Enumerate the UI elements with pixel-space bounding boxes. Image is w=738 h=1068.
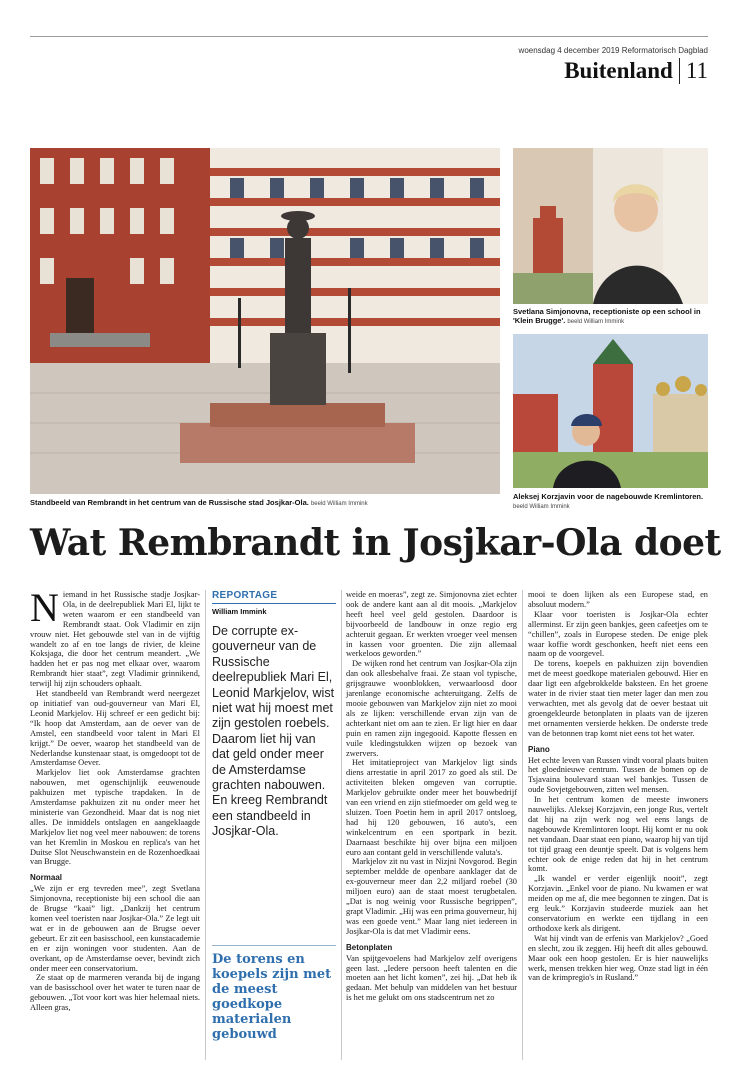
paragraph: Ze staat op de marmeren veranda bij de ingang van de basisschool over het water te turen naar de gebouwen. „Tot voor kort was hier helemaal niets. Alleen gras, <box>30 973 200 1013</box>
column-rule <box>522 590 523 1060</box>
pullquote: De torens en koepels zijn met de meest goedkope materialen gebouwd <box>212 952 332 1042</box>
reportage-rule <box>212 603 336 604</box>
opening-paragraph <box>30 585 200 689</box>
article-column-4 <box>528 590 708 983</box>
column-rule <box>341 590 342 1060</box>
paragraph: Het imitatieproject van Markjelov ligt sinds diens arrestatie in april 2017 zo goed als stil. De activiteiten bleken omgeven van corruptie. Markjelov gebruikte onder meer het bouwbedrijf van een vriend en zijn stiefmoeder om geld weg te sluizen. Toen Poetin hem in april 2017 ontsloeg, had hij 120 gebouwen, 16 auto's, een winkelcentrum en een sportpark in bezit. Daarnaast beschikte hij over bijna een miljoen euro aan contant geld in verschillende valuta's. <box>346 758 517 857</box>
paragraph: mooi te doen lijken als een Europese stad, en absoluut modern.” <box>528 590 708 609</box>
paragraph: „Ik wandel er verder eigenlijk nooit”, zegt Korzjavin. „Enkel voor de piano. Nu kwamen er wat meiden op me af, die mee begonnen te zingen. Dat is erg leuk.” Korzjavin studeerde muziek aan het conservatorium en werkte een tijdlang in een orthodoxe kerk als dirigent. <box>528 874 708 933</box>
subheading: Betonplaten <box>346 942 393 952</box>
page-number: 11 <box>685 58 708 83</box>
article-intro: De corrupte ex-gouverneur van de Russische deelrepubliek Mari El, Leonid Markjelov, wist niet wat hij moest met zijn gestolen roebels. Daarom liet hij van dat geld onder meer de Amsterdamse grachten nabouwen. En kreeg Rembrandt een standbeeld in Josjkar-Ola. <box>212 624 335 839</box>
svetlana-caption-text: Svetlana Simjonovna, receptioniste op een school in 'Klein Brugge'. <box>513 307 701 325</box>
opening-text: iemand in het Russische stadje Josjkar-Ola, in de deelrepubliek Mari El, lijkt te weten waarom er een standbeeld van Rembrandt staat. Ook Vladimir en zijn vrouw niet. Het gebouwde stel van in de vijftig wandelt zo af en toe langs de rivier, de kleine Koksjaga, die door het centrum meandert. „We hadden het er pas nog met elkaar over, waarom Rembrandt hier staat”, zegt Vladimir grinnikend, terwijl hij zijn schouders ophaalt. <box>30 590 200 689</box>
author-byline: William Immink <box>212 607 267 616</box>
paragraph: Markjelov liet ook Amsterdamse grachten nabouwen, met ogenschijnlijk eeuwenoude pakhuizen met typische trapdaken. In de Amsterdamse pakhuizen zit nu onder meer het ministerie van Gezondheid. Maar dat is nog niet alles. De inmiddels ontslagen en aangeklaagde Markjelov liet nog veel meer nabouwen: de torens van het Kremlin in Moskou en replica's van het Duitse Slot Neuschwanstein en de Rozenhoedkaai van Brugge. <box>30 768 200 867</box>
dateline: woensdag 4 december 2019 Reformatorisch Dagblad <box>518 46 708 55</box>
article-headline: Wat Rembrandt in Josjkar-Ola doet <box>30 522 721 564</box>
aleksej-image <box>513 334 708 488</box>
aleksej-caption-text: Aleksej Korzjavin voor de nagebouwde Kremlintoren. <box>513 492 704 501</box>
svetlana-caption-credit: beeld William Immink <box>567 319 625 325</box>
svetlana-image <box>513 148 708 304</box>
section-title: Buitenland <box>564 58 673 83</box>
column-rule <box>205 590 206 1060</box>
rembrandt-statue-image <box>30 148 500 494</box>
reportage-label: REPORTAGE <box>212 590 278 601</box>
main-caption-text: Standbeeld van Rembrandt in het centrum van de Russische stad Josjkar-Ola. <box>30 498 309 507</box>
reportage-intro-column <box>212 590 336 840</box>
paragraph: Wat hij vindt van de erfenis van Markjelov? „Goed en slecht, zou ik zeggen. Hij heeft dit alles gebouwd. Maar ook een hoop gestolen. Er is hier nauwelijks werk, mensen trekken hier weg. Onze stad ligt in één van de krimpregio's in Rusland.” <box>528 933 708 983</box>
main-caption-credit: beeld William Immink <box>310 501 368 507</box>
svetlana-caption <box>513 307 708 327</box>
paragraph: Het echte leven van Russen vindt vooral plaats buiten het gloednieuwe centrum. Tussen de bomen op de Tsjavaina boulevard staan wel bankjes. Tussen de oude Sovjetgebouwen, zitten wel mensen. <box>528 755 709 795</box>
paragraph: In het centrum komen de meeste inwoners nauwelijks. Aleksej Korzjavin, een jonge Rus, vertelt dat hij na zijn werk nog wel eens langs de nagebouwde Kremlintoren loopt. Hij komt er nu ook net vandaan. Daar staat een piano, waarop hij van tijd tot tijd graag een deuntje speelt. Dat is volgens hem echter ook de enige reden dat hij in het centrum komt. <box>528 795 708 874</box>
paragraph: Van spijtgevoelens had Markjelov zelf overigens geen last. „Iedere persoon heeft talenten en die moeten aan het licht komen”, zei hij. „Dat heb ik gedaan. Met behulp van middelen van het bestuur is het me gelukt om ons stadscentrum net zo <box>346 953 517 1003</box>
main-photo-caption <box>30 498 500 509</box>
pullquote-rule <box>212 945 336 946</box>
paragraph: De wijken rond het centrum van Josjkar-Ola zijn dan ook allesbehalve fraai. Ze staan vol typische, grijsgrauwe woonblokken, verwaarloosd door jarenlange economische achteruitgang. Zelfs de mooie gebouwen van Markjelov zijn niet zo mooi als ze lijken: verschillende ervan zijn van de achterkant niet om aan te zien. Er ligt hier en daar puin en ramen zijn ingegooid. Kapotte flessen en vuile kledingstukken wijzen op bezoek van zwervers. <box>346 659 517 758</box>
aleksej-caption-credit: beeld William Immink <box>513 504 570 510</box>
aleksej-caption <box>513 492 708 512</box>
paragraph: Klaar voor toeristen is Josjkar-Ola echter allerminst. Er zijn geen bankjes, geen cafeetjes om te “chillen”, zoals in Europese steden. De enige plek waar koffie wordt geschonken, heeft niet eens een naam op de voorgevel. <box>528 609 708 659</box>
paragraph: weide en moeras”, zegt ze. Simjonovna ziet echter ook de andere kant aan al dit moois. „Markjelov heeft heel veel geld gestolen. Daardoor is bijvoorbeeld de landbouw in onze regio erg achteruit gegaan. Er werkten vroeger veel mensen in kassen voor groenten. Die zijn allemaal werkeloos geworden.” <box>346 590 517 659</box>
drop-cap: N <box>30 585 59 630</box>
article-column-1 <box>30 585 200 1013</box>
paragraph: De torens, koepels en pakhuizen zijn bovendien met de meest goedkope materialen gebouwd. Hier en daar ligt een afgebrokkelde baksteen. En het groene water in de rivier staat tien meter lager dan men zou verwachten, met als gevolg dat de oever bestaat uit groengekleurde betonplaten in plaats van de ijzeren met ornamenten versierde hekken. De onderste trede van de betonnen trap komt niet eens tot het water. <box>528 659 708 738</box>
paragraph: „We zijn er erg tevreden mee”, zegt Svetlana Simjonovna, receptioniste bij een school die aan de Brugse “kaai” ligt. „Dankzij het centrum komen veel toeristen naar Josjkar-Ola.” Ze legt uit wat er in de gebouwen aan de Brugse oever gebeurt. Er zit een basisschool, een kunstacademie en er zijn woningen voor studenten. Aan de overkant, op de Amsterdamse oever, bevindt zich onder meer een conservatorium. <box>30 884 200 973</box>
subheading: Piano <box>528 744 550 754</box>
paragraph: Markjelov zit nu vast in Nizjni Novgorod. Begin september meldde de openbare aanklager dat de ex-gouverneur meer dan 2,2 miljard roebel (30 miljoen euro) aan de staat moest terugbetalen. „Dat is nog weinig voor Russische begrippen”, grapt Vladimir. „Hij was een prima gouverneur, hij was een goede vent.” Maar lang niet iedereen in Josjkar-Ola is dat met Vladimir eens. <box>346 857 517 936</box>
aleksej-photo <box>513 334 708 488</box>
article-column-3 <box>346 590 517 1003</box>
top-rule <box>30 36 708 37</box>
section-divider <box>679 58 680 84</box>
section-header <box>564 58 708 84</box>
subheading: Normaal <box>30 873 63 883</box>
svetlana-photo <box>513 148 708 304</box>
paragraph: Het standbeeld van Rembrandt werd neergezet op initiatief van oud-gouverneur van Mari El, Leonid Markjelov. Hij schreef er een gedicht bij: “Ik hoop dat Amsterdam, aan de oever van de Amstel, een standbeeld voor talent in Mari El krijgt.” De oever, waarop het standbeeld van de Nederlandse kunstenaar staat, is omgedoopt tot de Amsterdamse Oever. <box>30 689 200 768</box>
main-photo <box>30 148 500 494</box>
